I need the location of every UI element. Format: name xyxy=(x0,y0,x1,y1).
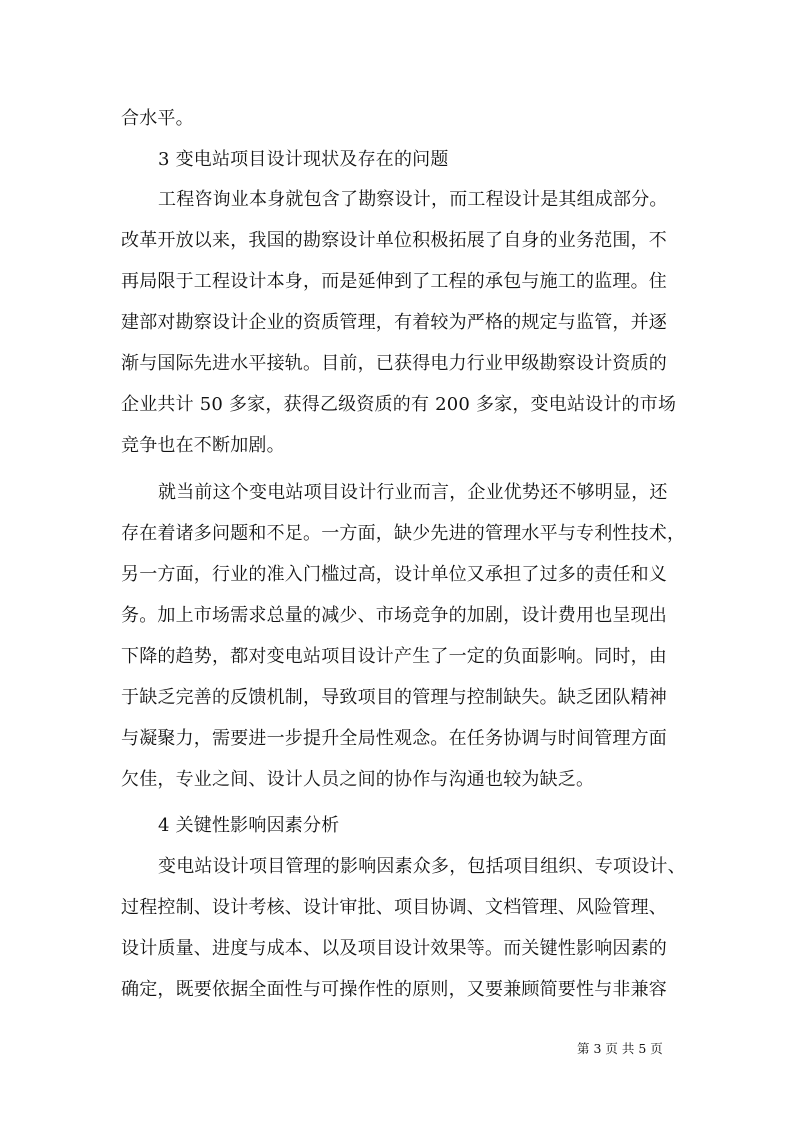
paragraph-line: 竞争也在不断加剧。 xyxy=(121,435,285,456)
page-number: 第 3 页 共 5 页 xyxy=(577,1041,663,1056)
paragraph-line: 确定，既要依据全面性与可操作性的原则，又要兼顾简要性与非兼容 xyxy=(121,979,667,1000)
paragraph-line: 务。加上市场需求总量的减少、市场竞争的加剧，设计费用也呈现出 xyxy=(121,605,667,626)
paragraph-line: 另一方面，行业的准入门槛过高，设计单位又承担了过多的责任和义 xyxy=(121,564,667,585)
paragraph-line: 存在着诸多问题和不足。一方面，缺少先进的管理水平与专利性技术， xyxy=(121,523,686,544)
paragraph-line: 企业共计 50 多家，获得乙级资质的有 200 多家，变电站设计的市场 xyxy=(121,394,677,415)
paragraph-line: 于缺乏完善的反馈机制，导致项目的管理与控制缺失。缺乏团队精神 xyxy=(121,687,667,708)
paragraph-line: 渐与国际先进水平接轨。目前，已获得电力行业甲级勘察设计资质的 xyxy=(121,353,667,374)
section-heading: 3 变电站项目设计现状及存在的问题 xyxy=(158,149,449,170)
paragraph-line: 下降的趋势，都对变电站项目设计产生了一定的负面影响。同时，由 xyxy=(121,646,667,667)
paragraph-line: 过程控制、设计考核、设计审批、项目协调、文档管理、风险管理、 xyxy=(121,897,667,918)
text-line: 合水平。 xyxy=(121,108,194,129)
paragraph-line: 欠佳，专业之间、设计人员之间的协作与沟通也较为缺乏。 xyxy=(121,769,595,790)
paragraph-line: 设计质量、进度与成本、以及项目设计效果等。而关键性影响因素的 xyxy=(121,938,667,959)
paragraph-line: 变电站设计项目管理的影响因素众多，包括项目组织、专项设计、 xyxy=(158,856,686,877)
paragraph-line: 再局限于工程设计本身，而是延伸到了工程的承包与施工的监理。住 xyxy=(121,271,667,292)
paragraph-line: 就当前这个变电站项目设计行业而言，企业优势还不够明显，还 xyxy=(158,482,668,503)
paragraph-line: 建部对勘察设计企业的资质管理，有着较为严格的规定与监管，并逐 xyxy=(121,312,667,333)
paragraph-line: 工程咨询业本身就包含了勘察设计，而工程设计是其组成部分。 xyxy=(158,189,668,210)
paragraph-line: 与凝聚力，需要进一步提升全局性观念。在任务协调与时间管理方面 xyxy=(121,728,667,749)
section-heading: 4 关键性影响因素分析 xyxy=(158,815,340,836)
paragraph-line: 改革开放以来，我国的勘察设计单位积极拓展了自身的业务范围，不 xyxy=(121,230,667,251)
